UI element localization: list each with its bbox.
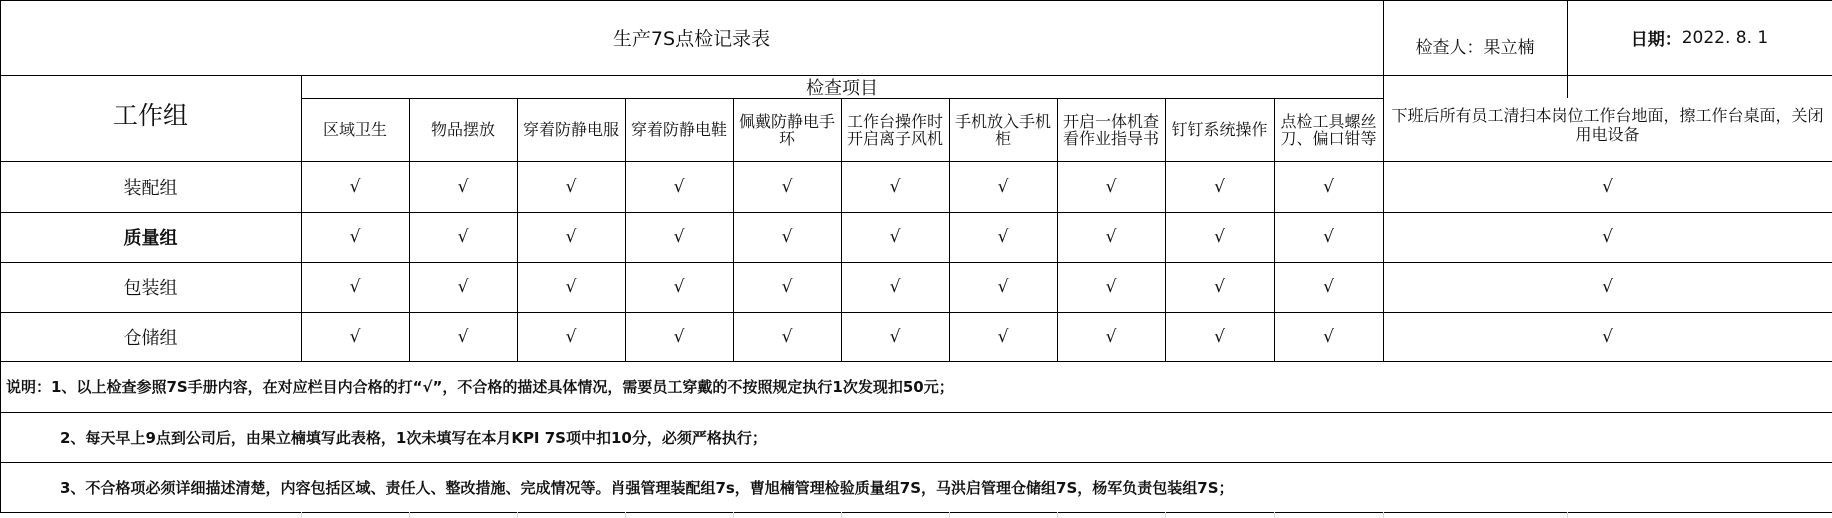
inspector-cell [1383, 0, 1567, 88]
check-mark: √ [1602, 326, 1613, 347]
check-mark: √ [457, 176, 469, 197]
check-mark: √ [997, 176, 1009, 197]
check-mark: √ [1323, 326, 1334, 347]
check-mark: √ [457, 227, 469, 247]
inspector-name: 果立楠 [1483, 37, 1535, 58]
check-mark: √ [565, 326, 577, 347]
check-mark: √ [457, 326, 469, 347]
item-header: 佩戴防静电手环 [738, 111, 835, 148]
check-mark: √ [457, 277, 469, 297]
date-cell [1567, 0, 1832, 75]
item-header: 穿着防静电鞋 [630, 120, 727, 139]
check-mark: √ [997, 227, 1009, 247]
group-column-header: 工作组 [112, 101, 188, 130]
check-mark: √ [1602, 277, 1613, 297]
check-mark: √ [1323, 277, 1334, 297]
check-mark: √ [781, 227, 793, 247]
check-mark: √ [349, 326, 361, 347]
check-mark: √ [1602, 176, 1613, 197]
check-mark: √ [349, 176, 361, 197]
item-header: 点检工具螺丝刀、偏口钳等 [1280, 111, 1377, 148]
date-value: 2022. 8. 1 [1681, 27, 1769, 48]
item-header: 物品摆放 [430, 120, 495, 139]
item-header: 工作台操作时开启离子风机 [846, 111, 943, 148]
check-mark: √ [1214, 326, 1225, 347]
check-mark: √ [997, 277, 1009, 297]
date-label: 日期： [1630, 30, 1682, 50]
check-mark: √ [781, 176, 793, 197]
items-header: 检查项目 [806, 77, 878, 99]
group-name: 质量组 [123, 228, 178, 249]
check-mark: √ [1105, 326, 1117, 347]
check-mark: √ [565, 227, 577, 247]
inspector-label: 检查人： [1415, 37, 1484, 58]
check-mark: √ [889, 227, 901, 247]
item-header: 开启一体机查看作业指导书 [1062, 111, 1159, 148]
check-mark: √ [1214, 277, 1225, 297]
check-mark: √ [997, 326, 1009, 347]
check-mark: √ [1602, 227, 1613, 247]
item-header: 手机放入手机柜 [954, 111, 1051, 148]
check-mark: √ [781, 326, 793, 347]
check-mark: √ [565, 277, 577, 297]
page-title: 生产7S点检记录表 [612, 28, 771, 50]
check-mark: √ [1105, 277, 1117, 297]
group-name: 包装组 [123, 278, 178, 299]
check-mark: √ [565, 176, 577, 197]
check-mark: √ [889, 277, 901, 297]
check-mark: √ [349, 227, 361, 247]
item-header: 穿着防静电服 [522, 120, 619, 139]
group-name: 装配组 [123, 177, 178, 199]
note-line: 2、每天早上9点到公司后，由果立楠填写此表格，1次未填写在本月KPI 7S项中扣10分，必须严格执行； [60, 428, 767, 447]
check-mark: √ [673, 227, 685, 247]
check-mark: √ [1323, 227, 1334, 247]
check-mark: √ [1323, 176, 1334, 197]
note-line: 说明：1、以上检查参照7S手册内容，在对应栏目内合格的打“√”，不合格的描述具体情况，需要员工穿戴的不按照规定执行1次发现扣50元； [6, 378, 954, 396]
note-line: 3、不合格项必须详细描述清楚，内容包括区域、责任人、整改措施、完成情况等。肖强管理装配组7s，曹旭楠管理检验质量组7S，马洪启管理仓储组7S，杨军负责包装组7S； [60, 478, 1234, 497]
check-mark: √ [673, 326, 685, 347]
check-mark: √ [1105, 176, 1117, 197]
check-mark: √ [781, 277, 793, 297]
check-mark: √ [349, 277, 361, 297]
item-header: 区域卫生 [322, 120, 387, 139]
check-mark: √ [889, 326, 901, 347]
check-mark: √ [673, 176, 685, 197]
item-header: 钉钉系统操作 [1171, 120, 1268, 139]
check-mark: √ [1214, 227, 1225, 247]
item-header: 下班后所有员工清扫本岗位工作台地面，擦工作台桌面，关闭用电设备 [1391, 105, 1824, 144]
check-mark: √ [1214, 176, 1225, 197]
check-mark: √ [1105, 227, 1117, 247]
check-mark: √ [889, 176, 901, 197]
group-name: 仓储组 [123, 327, 178, 349]
check-mark: √ [673, 277, 685, 297]
